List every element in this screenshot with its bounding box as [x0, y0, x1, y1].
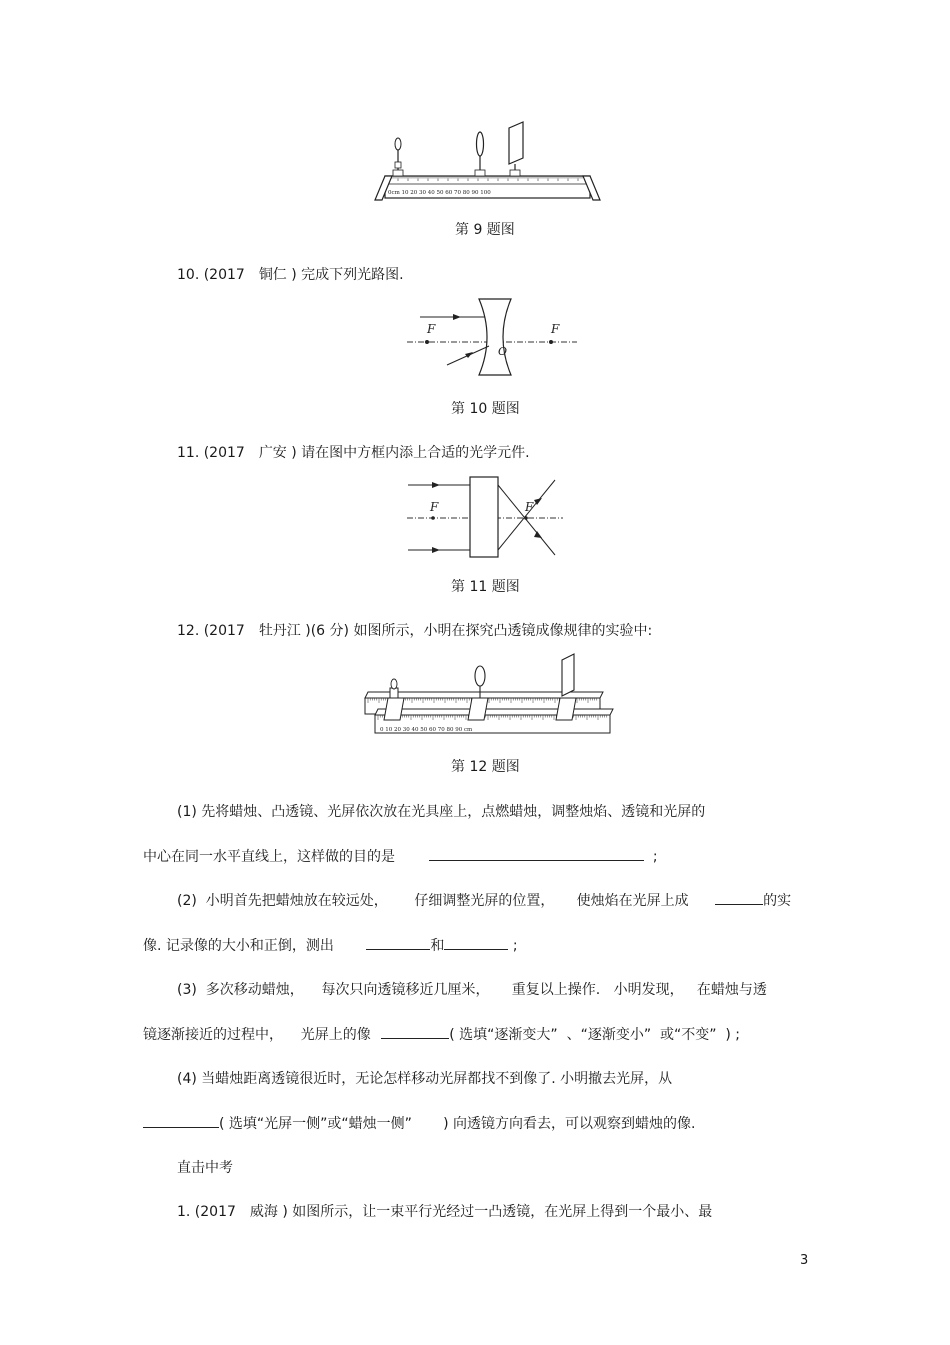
figure-9-optical-bench: [370, 118, 605, 208]
question-1-body: 威海 ) 如图所示，让一束平行光经过一凸透镜，在光屏上得到一个最小、最: [249, 1204, 713, 1220]
q12-part3-options: ( 选填“逐渐变大” 、“逐渐变小” 或“不变” ) ;: [449, 1027, 741, 1043]
q12-part1-end: ;: [652, 849, 658, 865]
question-10-text: [177, 264, 404, 284]
question-11-prefix: 11. (2017: [177, 445, 245, 461]
q12-part3-answer-blank[interactable]: [381, 1024, 449, 1039]
question-1-prefix: 1. (2017: [177, 1204, 236, 1220]
q12-part2-answer-blank-1[interactable]: [715, 890, 763, 905]
q12-part3-line2: [143, 1024, 740, 1044]
fig11-f-left: F: [430, 500, 439, 514]
q12-part1-line2: [143, 846, 658, 866]
q12-part2-and: 和: [430, 938, 445, 954]
q12-part2-prompt: (2) 小明首先把蜡烛放在较远处， 仔细调整光屏的位置， 使烛焰在光屏上成: [177, 893, 689, 909]
q12-part2-line2-prompt: 像. 记录像的大小和正倒，测出: [143, 938, 334, 954]
figure-11-caption: 第 11 题图: [451, 579, 520, 595]
figure-10-concave-lens-diagram: [405, 295, 580, 380]
fig10-f-left: F: [427, 322, 436, 336]
q12-part3-prompt: 镜逐渐接近的过程中， 光屏上的像: [143, 1027, 371, 1043]
q12-part1-line1: (1) 先将蜡烛、凸透镜、光屏依次放在光具座上，点燃蜡烛，调整烛焰、透镜和光屏的: [177, 804, 706, 820]
q12-part2-line1: [177, 890, 791, 910]
question-10-body: 铜仁 ) 完成下列光路图.: [258, 267, 404, 283]
q12-part2-answer-blank-3[interactable]: [444, 935, 508, 950]
question-10-prefix: 10. (2017: [177, 267, 245, 283]
fig11-f-right: F: [525, 500, 534, 514]
figure-12-caption: 第 12 题图: [451, 759, 520, 775]
q12-part4-answer-blank[interactable]: [143, 1113, 219, 1128]
question-12-prefix: 12. (2017: [177, 623, 245, 639]
question-12-body: 牡丹江 )(6 分) 如图所示，小明在探究凸透镜成像规律的实验中:: [258, 623, 653, 639]
q12-part4-line2: [143, 1113, 695, 1133]
q12-part3-line1: (3) 多次移动蜡烛， 每次只向透镜移近几厘米， 重复以上操作. 小明发现， 在蜡烛与透: [177, 982, 767, 998]
q12-part1-prompt: 中心在同一水平直线上，这样做的目的是: [143, 849, 395, 865]
fig12-ruler-label: 0 10 20 30 40 50 60 70 80 90 cm: [380, 727, 473, 733]
q12-part2-line2: [143, 935, 518, 955]
page-number: 3: [800, 1253, 809, 1268]
figure-12-optical-bench-3d: [360, 650, 615, 745]
section-title: 直击中考: [177, 1160, 233, 1176]
question-11-text: [177, 442, 530, 462]
q12-part4-line1: (4) 当蜡烛距离透镜很近时，无论怎样移动光屏都找不到像了. 小明撤去光屏，从: [177, 1071, 673, 1087]
fig9-ruler-label: 0cm 10 20 30 40 50 60 70 80 90 100: [388, 190, 491, 196]
q12-part4-options: ( 选填“光屏一侧”或“蜡烛一侧” ) 向透镜方向看去，可以观察到蜡烛的像.: [219, 1116, 696, 1132]
fig10-f-right: F: [551, 322, 560, 336]
fig10-o: O: [498, 345, 508, 358]
figure-9-caption: 第 9 题图: [455, 222, 515, 238]
question-11-body: 广安 ) 请在图中方框内添上合适的光学元件.: [258, 445, 530, 461]
q12-part2-end: ;: [512, 938, 518, 954]
q12-part2-suffix: 的实: [763, 893, 792, 909]
q12-part1-answer-blank[interactable]: [429, 846, 644, 861]
question-12-text: [177, 620, 652, 640]
figure-10-caption: 第 10 题图: [451, 401, 520, 417]
question-1-text: [177, 1201, 712, 1221]
q12-part2-answer-blank-2[interactable]: [366, 935, 430, 950]
figure-11-optical-box-diagram: [405, 475, 565, 565]
